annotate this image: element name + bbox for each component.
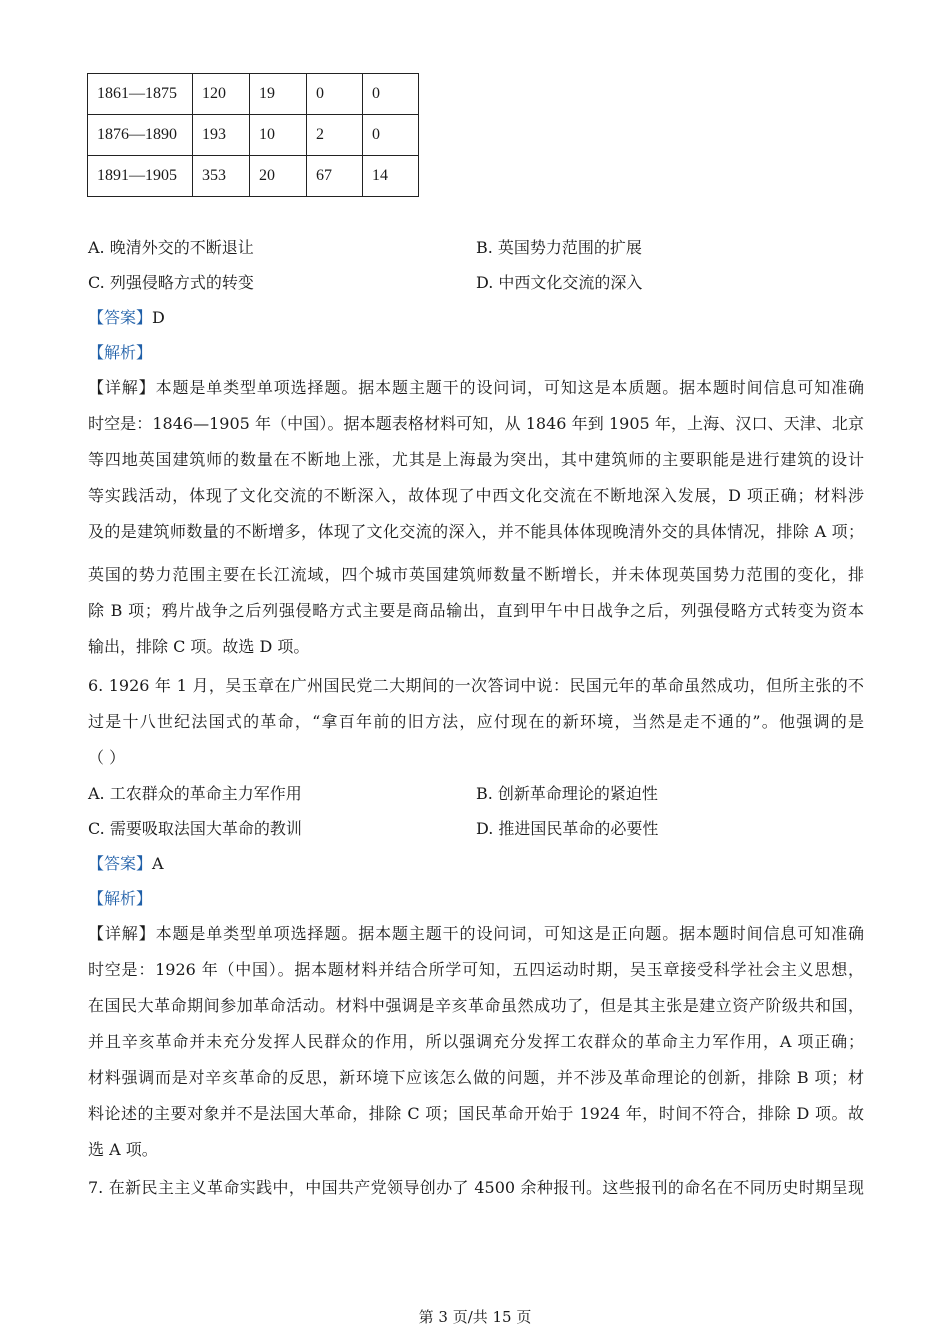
q6-analysis-tag: 【解析】: [88, 889, 153, 908]
q6-detail-line: 时空是：1926 年（中国）。据本题材料并结合所学可知，五四运动时期，吴玉章接受科学社会主义思想，: [88, 960, 864, 979]
detail-tag: 【详解】: [88, 378, 156, 397]
q5-detail-line: 除 B 项；鸦片战争之后列强侵略方式主要是商品输出，直到甲午中日战争之后，列强侵略方式转变为资本: [88, 601, 864, 620]
table-cell: 0: [307, 74, 363, 115]
q5-detail-line: 及的是建筑师数量的不断增多，体现了文化交流的深入，并不能具体体现晚清外交的具体情况，排除 A 项；: [88, 522, 864, 541]
table-cell: 193: [193, 115, 250, 156]
q6-detail-line: 材料强调而是对辛亥革命的反思，新环境下应该怎么做的问题，并不涉及革命理论的创新，排除 B 项；材: [88, 1068, 864, 1087]
q6-detail-line: [88, 924, 864, 944]
q6-detail-line: 并且辛亥革命并未充分发挥人民群众的作用，所以强调充分发挥工农群众的革命主力军作用，A 项正确；: [88, 1032, 864, 1051]
table-cell: 1891—1905: [88, 156, 193, 197]
table-cell: 2: [307, 115, 363, 156]
page-footer: 第 3 页/共 15 页: [418, 1308, 532, 1326]
table-cell: 1876—1890: [88, 115, 193, 156]
table-cell: 10: [250, 115, 307, 156]
q6-option-a: A. 工农群众的革命主力军作用: [88, 784, 302, 803]
table-cell: 20: [250, 156, 307, 197]
table-cell: 353: [193, 156, 250, 197]
q5-option-a: A. 晚清外交的不断退让: [88, 238, 254, 257]
table-row: [88, 156, 419, 197]
table-cell: 14: [363, 156, 419, 197]
q5-detail-line: 等实践活动，体现了文化交流的不断深入，故体现了中西文化交流在不断地深入发展，D 项正确；材料涉: [88, 486, 864, 505]
q5-option-d: D. 中西文化交流的深入: [476, 273, 643, 292]
q7-stem-line: 7. 在新民主主义革命实践中，中国共产党领导创办了 4500 余种报刊。这些报刊的命名在不同历史时期呈现: [88, 1178, 864, 1197]
q5-detail-line: 英国的势力范围主要在长江流域，四个城市英国建筑师数量不断增长，并未体现英国势力范围的变化，排: [88, 565, 864, 584]
q5-option-b: B. 英国势力范围的扩展: [476, 238, 642, 257]
table-cell: 120: [193, 74, 250, 115]
q6-stem-line: 过是十八世纪法国式的革命，“拿百年前的旧方法，应付现在的新环境，当然是走不通的”。他强调的是: [88, 712, 864, 731]
q6-detail-line: 选 A 项。: [88, 1140, 158, 1159]
q5-option-c: C. 列强侵略方式的转变: [88, 273, 254, 292]
q5-detail-line: 输出，排除 C 项。故选 D 项。: [88, 637, 310, 656]
q5-detail-line: 等四地英国建筑师的数量在不断地上涨，尤其是上海最为突出，其中建筑师的主要职能是进行建筑的设计: [88, 450, 864, 469]
table-cell: 19: [250, 74, 307, 115]
q5-analysis-tag: 【解析】: [88, 343, 153, 362]
detail-text: 本题是单类型单项选择题。据本题主题干的设问词，可知这是正向题。据本题时间信息可知准确: [155, 924, 864, 943]
table-row: [88, 115, 419, 156]
table-cell: 0: [363, 74, 419, 115]
q5-detail-line: 时空是：1846—1905 年（中国）。据本题表格材料可知，从 1846 年到 1905 年，上海、汉口、天津、北京: [88, 414, 864, 433]
answer-value: A: [152, 854, 164, 873]
q6-stem-line: 6. 1926 年 1 月，吴玉章在广州国民党二大期间的一次答词中说：民国元年的革命虽然成功，但所主张的不: [88, 676, 864, 695]
q6-answer-blank: （ ）: [88, 748, 126, 767]
q6-option-d: D. 推进国民革命的必要性: [476, 819, 659, 838]
q6-option-c: C. 需要吸取法国大革命的教训: [88, 819, 302, 838]
q6-detail-line: 料论述的主要对象并不是法国大革命，排除 C 项；国民革命开始于 1924 年，时间不符合，排除 D 项。故: [88, 1104, 864, 1123]
answer-tag: 【答案】: [88, 854, 153, 873]
q6-detail-line: 在国民大革命期间参加革命活动。材料中强调是辛亥革命虽然成功了，但是其主张是建立资产阶级共和国，: [88, 996, 864, 1015]
architect-count-table: [87, 73, 419, 197]
table-cell: 1861—1875: [88, 74, 193, 115]
answer-value: D: [152, 308, 165, 327]
detail-text: 本题是单类型单项选择题。据本题主题干的设问词，可知这是本质题。据本题时间信息可知准确: [155, 378, 864, 397]
table-row: [88, 74, 419, 115]
q6-answer: [88, 854, 164, 874]
table-cell: 67: [307, 156, 363, 197]
q6-option-b: B. 创新革命理论的紧迫性: [476, 784, 658, 803]
table-cell: 0: [363, 115, 419, 156]
answer-tag: 【答案】: [88, 308, 153, 327]
q5-detail-line: [88, 378, 864, 398]
detail-tag: 【详解】: [88, 924, 156, 943]
q5-answer: [88, 308, 165, 328]
